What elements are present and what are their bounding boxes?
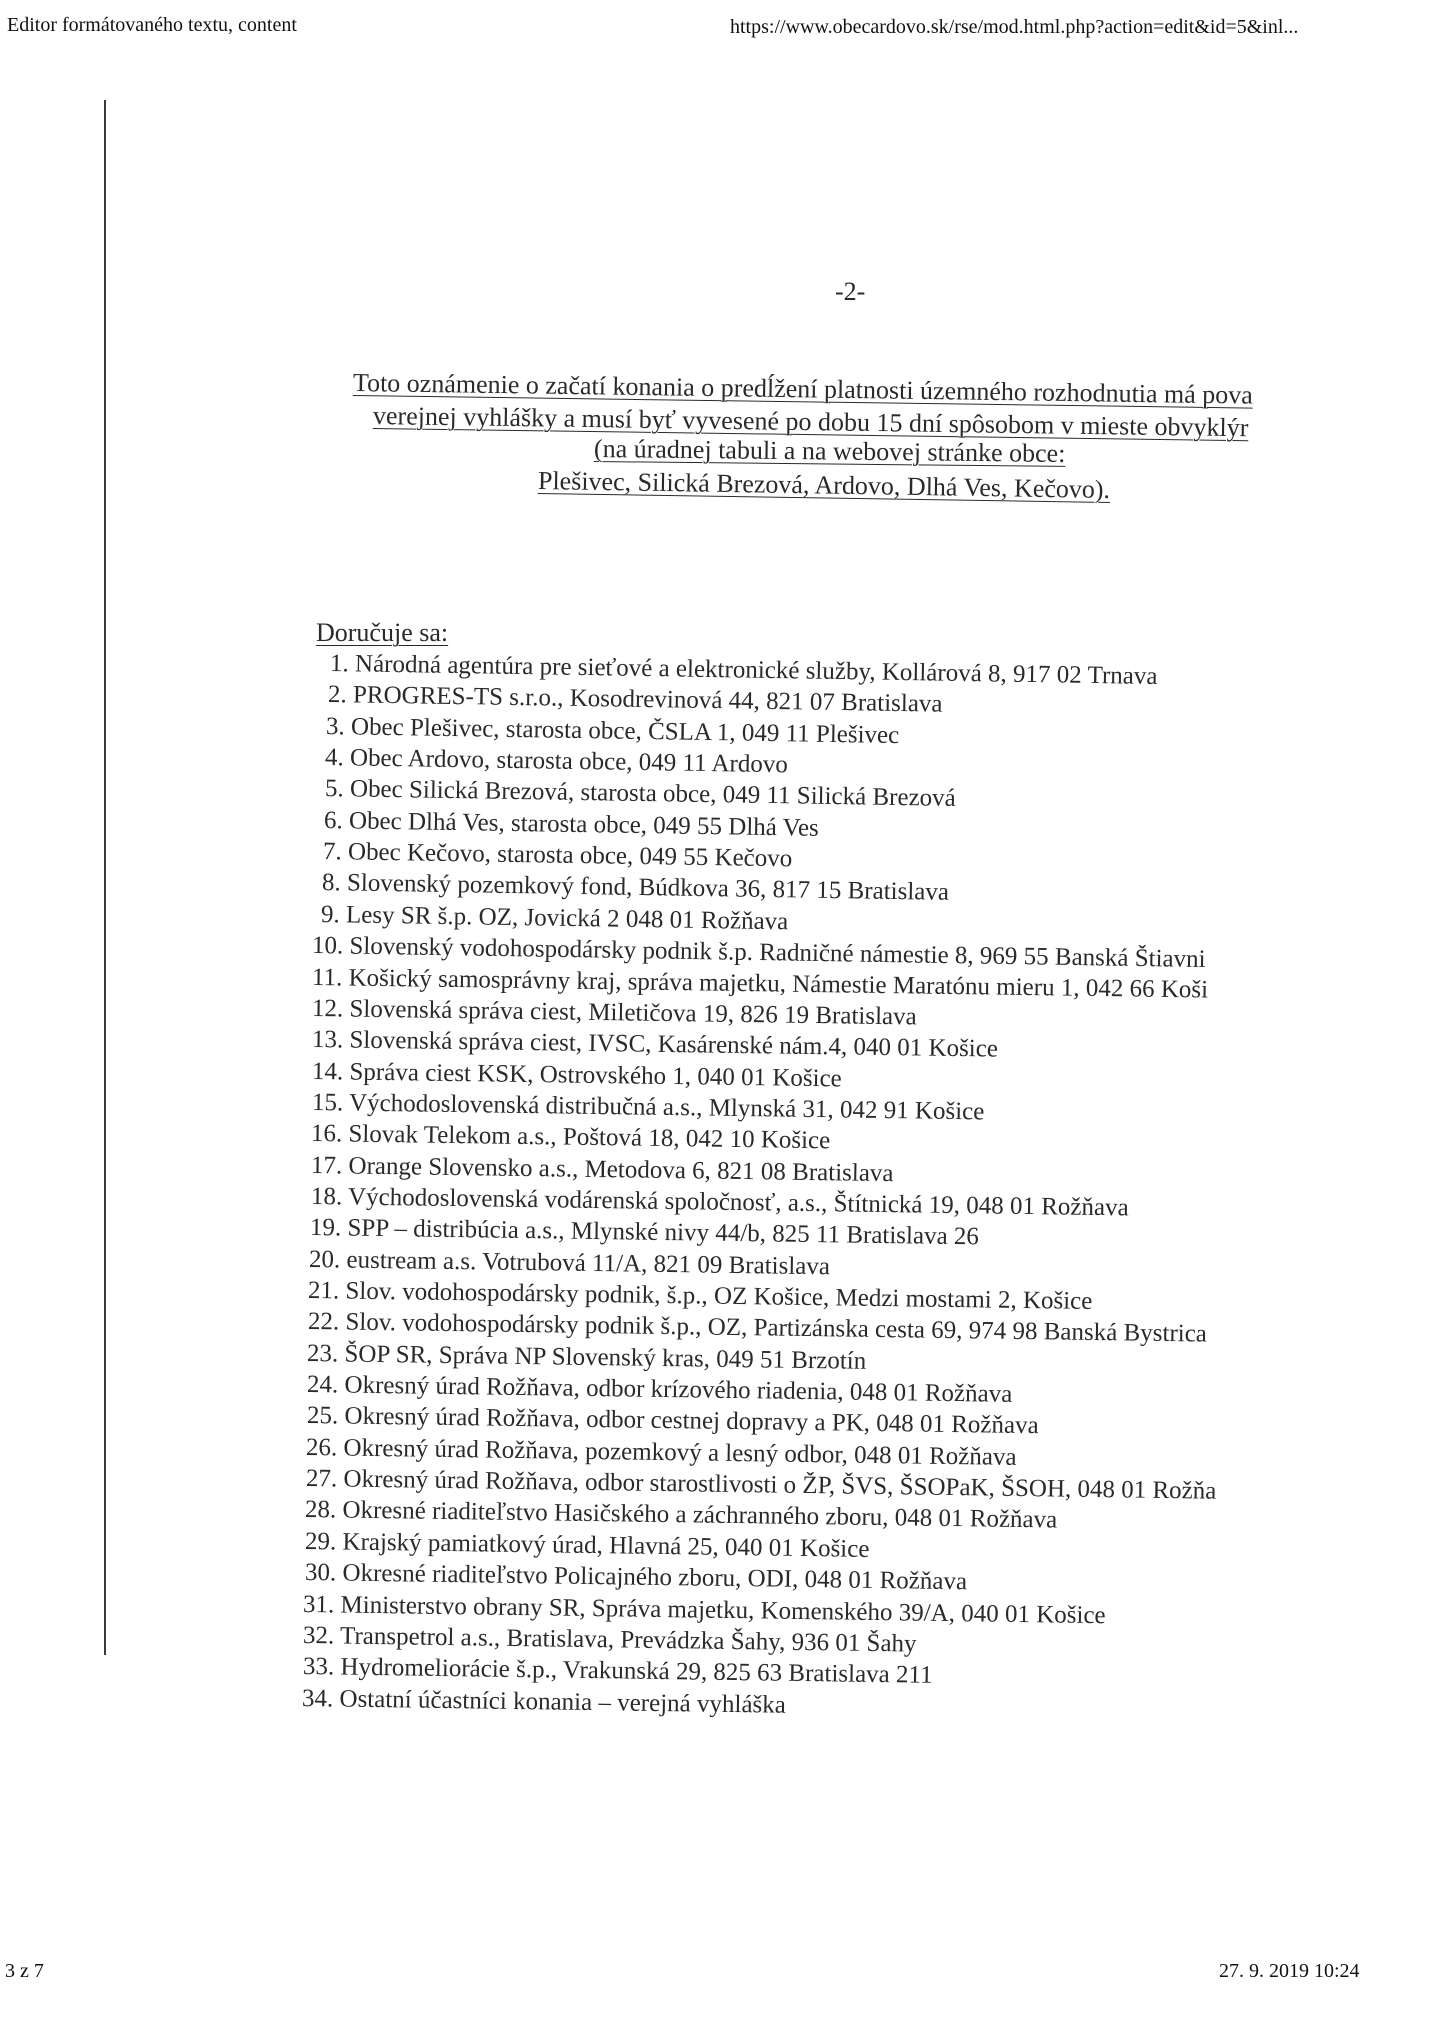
recipient-number: 32. xyxy=(302,1621,335,1650)
recipient-number: 29. xyxy=(304,1527,337,1556)
recipient-number: 16. xyxy=(310,1120,343,1148)
recipient-text: Okresný úrad Rožňava, odbor starostlivosti o ŽP, ŠVS, ŠSOPaK, ŠSOH, 048 01 Rožňa xyxy=(343,1465,1217,1505)
print-datetime: 27. 9. 2019 10:24 xyxy=(1219,1960,1360,1982)
recipient-text: Transpetrol a.s., Bratislava, Prevádzka Šahy, 936 01 Šahy xyxy=(339,1622,917,1658)
window-title: Editor formátovaného textu, content xyxy=(7,14,297,36)
recipient-text: PROGRES-TS s.r.o., Kosodrevinová 44, 821 07 Bratislava xyxy=(352,681,943,718)
recipient-number: 12. xyxy=(311,994,344,1023)
notice-line: Plešivec, Silická Brezová, Ardovo, Dlhá Ves, Kečovo). xyxy=(537,466,1111,504)
recipient-number: 10. xyxy=(311,932,344,960)
recipient-number: 21. xyxy=(307,1277,340,1305)
recipient-text: Obec Silická Brezová, starosta obce, 049 11 Silická Brezová xyxy=(349,775,956,813)
recipients-title: Doručuje sa: xyxy=(316,618,449,647)
recipient-number: 9. xyxy=(320,900,340,929)
recipient-text: Východoslovenská distribučná a.s., Mlynská 31, 042 91 Košice xyxy=(348,1089,985,1126)
recipient-number: 30. xyxy=(304,1559,337,1587)
recipient-number: 19. xyxy=(309,1214,342,1242)
recipient-text: Slovenský pozemkový fond, Búdkova 36, 817 15 Bratislava xyxy=(346,869,950,907)
recipient-text: eustream a.s. Votrubová 11/A, 821 09 Bratislava xyxy=(346,1246,831,1280)
recipient-number: 15. xyxy=(311,1088,344,1117)
notice-line: (na úradnej tabuli a na webovej stránke obce: xyxy=(593,434,1066,468)
recipient-number: 14. xyxy=(311,1057,344,1085)
recipient-number: 34. xyxy=(301,1684,334,1712)
recipient-number: 8. xyxy=(321,869,341,897)
recipient-number: 26. xyxy=(305,1433,338,1462)
recipient-text: Okresné riaditeľstvo Hasičského a záchranného zboru, 048 01 Rožňava xyxy=(342,1496,1058,1534)
recipient-text: Slovenská správa ciest, IVSC, Kasárenské nám.4, 040 01 Košice xyxy=(349,1026,999,1063)
recipient-number: 11. xyxy=(311,963,343,991)
notice-line: Toto oznámenie o začatí konania o predĺžení platnosti územného rozhodnutia má pova xyxy=(352,368,1254,410)
notice-line: verejnej vyhlášky a musí byť vyvesené po dobu 15 dní spôsobom v mieste obvyklýr xyxy=(372,401,1249,443)
page-count: 3 z 7 xyxy=(5,1960,44,1982)
recipient-text: Obec Kečovo, starosta obce, 049 55 Kečovo xyxy=(347,838,793,873)
recipient-number: 18. xyxy=(310,1182,343,1211)
recipient-number: 7. xyxy=(322,838,342,866)
recipient-number: 5. xyxy=(324,775,344,803)
recipient-text: Správa ciest KSK, Ostrovského 1, 040 01 Košice xyxy=(349,1058,842,1092)
recipient-text: Okresné riaditeľstvo Policajného zboru, ODI, 048 01 Rožňava xyxy=(342,1559,968,1596)
page-number: -2- xyxy=(835,277,866,306)
page-url: https://www.obecardovo.sk/rse/mod.html.php?action=edit&id=5&inl... xyxy=(730,16,1299,38)
recipient-number: 24. xyxy=(306,1371,339,1399)
recipient-text: Slovak Telekom a.s., Poštová 18, 042 10 Košice xyxy=(348,1120,831,1155)
recipient-number: 33. xyxy=(302,1653,335,1681)
recipient-text: Orange Slovensko a.s., Metodova 6, 821 08 Bratislava xyxy=(348,1152,894,1187)
recipient-number: 20. xyxy=(308,1245,341,1274)
recipient-text: Obec Ardovo, starosta obce, 049 11 Ardovo xyxy=(349,744,789,779)
recipient-text: Lesy SR š.p. OZ, Jovická 2 048 01 Rožňava xyxy=(345,901,789,936)
recipient-number: 6. xyxy=(323,806,343,835)
recipient-number: 23. xyxy=(306,1339,339,1368)
recipient-text: Hydromeliorácie š.p., Vrakunská 29, 825 63 Bratislava 211 xyxy=(340,1653,933,1689)
recipient-text: Slovenská správa ciest, Miletičova 19, 826 19 Bratislava xyxy=(349,995,917,1031)
recipient-text: ŠOP SR, Správa NP Slovenský kras, 049 51 Brzotín xyxy=(344,1340,867,1375)
recipient-text: SPP – distribúcia a.s., Mlynské nivy 44/b, 825 11 Bratislava 26 xyxy=(347,1214,980,1251)
recipient-number: 3. xyxy=(325,712,345,740)
recipient-number: 27. xyxy=(305,1465,338,1493)
recipient-text: Obec Dlhá Ves, starosta obce, 049 55 Dlhá Ves xyxy=(348,807,819,842)
browser-print-footer xyxy=(0,1960,1433,2000)
recipient-text: Národná agentúra pre sieťové a elektronické služby, Kollárová 8, 917 02 Trnava xyxy=(354,650,1158,690)
recipient-number: 1. xyxy=(329,650,349,678)
recipient-number: 22. xyxy=(307,1308,340,1336)
recipient-text: Košický samosprávny kraj, správa majetku, Námestie Maratónu mieru 1, 042 66 Koši xyxy=(348,964,1209,1004)
recipient-number: 31. xyxy=(302,1590,335,1618)
recipient-text: Východoslovenská vodárenská spoločnosť, a.s., Štítnická 19, 048 01 Rožňava xyxy=(347,1183,1129,1222)
recipient-text: Krajský pamiatkový úrad, Hlavná 25, 040 01 Košice xyxy=(342,1528,870,1563)
recipient-text: Ministerstvo obrany SR, Správa majetku, Komenského 39/A, 040 01 Košice xyxy=(340,1591,1106,1629)
recipient-text: Slov. vodohospodársky podnik, š.p., OZ Košice, Medzi mostami 2, Košice xyxy=(345,1277,1093,1315)
recipient-text: Slov. vodohospodársky podnik š.p., OZ, Partizánska cesta 69, 974 98 Banská Bystrica xyxy=(345,1308,1208,1348)
recipient-number: 28. xyxy=(304,1496,337,1524)
recipient-number: 13. xyxy=(311,1026,344,1054)
recipient-text: Okresný úrad Rožňava, odbor cestnej dopravy a PK, 048 01 Rožňava xyxy=(344,1402,1039,1440)
recipient-text: Okresný úrad Rožňava, pozemkový a lesný odbor, 048 01 Rožňava xyxy=(343,1434,1017,1471)
recipient-text: Slovenský vodohospodársky podnik š.p. Radničné námestie 8, 969 55 Banská Štiavni xyxy=(349,932,1206,974)
recipient-number: 2. xyxy=(327,681,347,709)
recipient-number: 25. xyxy=(306,1402,339,1430)
recipient-text: Obec Plešivec, starosta obce, ČSLA 1, 049 11 Plešivec xyxy=(350,713,900,749)
recipient-number: 4. xyxy=(324,744,344,772)
recipient-text: Ostatní účastníci konania – verejná vyhláška xyxy=(339,1685,787,1719)
recipient-number: 17. xyxy=(310,1151,343,1180)
recipient-text: Okresný úrad Rožňava, odbor krízového riadenia, 048 01 Rožňava xyxy=(344,1371,1013,1408)
